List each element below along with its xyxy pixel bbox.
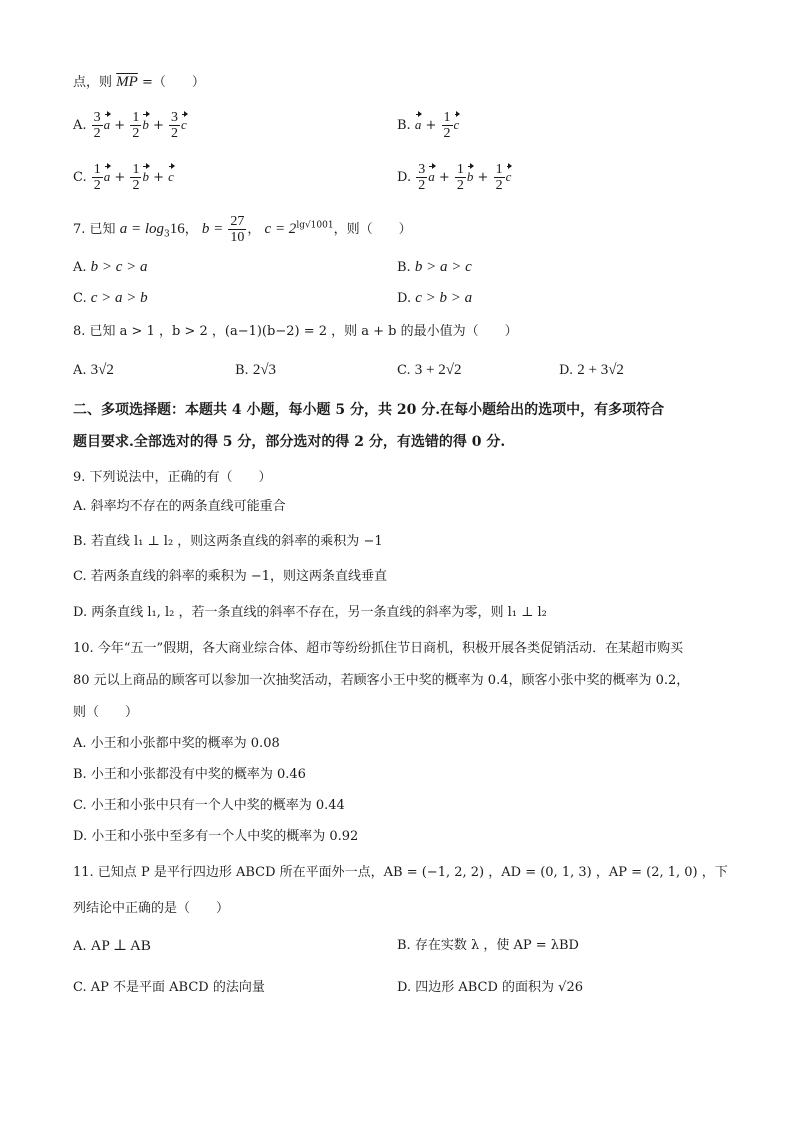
q10-stem-line3: 则（ ） xyxy=(73,705,139,720)
q7-option-b: B. b > a > c xyxy=(397,259,472,275)
q6-stem-tail: 点，则 $\overline{MP}$ =（ ） xyxy=(73,74,205,90)
q7-option-d: D. c > b > a xyxy=(397,290,473,306)
q6-option-c: C. $\frac{1}{2}$ a + $\frac{1}{2}$ b + c xyxy=(73,162,174,193)
q9-option-d: D. 两条直线 l₁, l₂ ，若一条直线的斜率不存在，另一条直线的斜率为零，则 l₁ ⊥ l₂ xyxy=(73,605,547,620)
q11-option-a: A. AP ⊥ AB xyxy=(73,938,151,954)
q8-option-b: B. 2√3 xyxy=(235,362,277,378)
q10-option-b: B. 小王和小张都没有中奖的概率为 0.46 xyxy=(73,767,306,782)
q10-stem-line2: 80 元以上商品的顾客可以参加一次抽奖活动，若顾客小王中奖的概率为 0.4，顾客小张中奖的概率为 0.2， xyxy=(73,673,690,688)
q10-option-a: A. 小王和小张都中奖的概率为 0.08 xyxy=(73,736,280,751)
q8-option-c: C. 3 + 2√2 xyxy=(397,362,462,378)
q6-option-d: D. $\frac{3}{2}$ a + $\frac{1}{2}$ b + $\frac{1}{2}$ c xyxy=(397,162,512,193)
q11-stem-line1: 11. 已知点 P 是平行四边形 ABCD 所在平面外一点，AB = (−1, 2, 2) ，AD = (0, 1, 3) ，AP = (2, 1, 0) ，下 xyxy=(73,865,728,880)
q9-stem: 9. 下列说法中，正确的有（ ） xyxy=(73,470,272,485)
q8-option-d: D. 2 + 3√2 xyxy=(559,362,624,378)
q11-option-c: C. AP 不是平面 ABCD 的法向量 xyxy=(73,980,265,995)
q10-option-d: D. 小王和小张中至多有一个人中奖的概率为 0.92 xyxy=(73,829,359,844)
q9-option-a: A. 斜率均不存在的两条直线可能重合 xyxy=(73,499,286,514)
section-2-heading-line2: 题目要求.全部选对的得 5 分，部分选对的得 2 分，有选错的得 0 分. xyxy=(73,434,506,450)
q6-option-b: B. a + $\frac{1}{2}$ c xyxy=(397,110,460,141)
q11-option-d: D. 四边形 ABCD 的面积为 √26 xyxy=(397,980,584,995)
q10-stem-line1: 10. 今年“五一”假期，各大商业综合体、超市等纷纷抓住节日商机，积极开展各类促销活动．在某超市购买 xyxy=(73,641,684,656)
q9-option-b: B. 若直线 l₁ ⊥ l₂ ，则这两条直线的斜率的乘积为 −1 xyxy=(73,534,383,549)
q6-option-a: A. $\frac{3}{2}$ a + $\frac{1}{2}$ b + $\frac{3}{2}$ c xyxy=(73,110,187,141)
q7-option-a: A. b > c > a xyxy=(73,259,148,275)
q7-option-c: C. c > a > b xyxy=(73,290,148,306)
q9-option-c: C. 若两条直线的斜率的乘积为 −1，则这两条直线垂直 xyxy=(73,569,388,584)
q11-option-b: B. 存在实数 λ ，使 AP = λBD xyxy=(397,938,579,953)
q7-stem: 7. 已知 $a = \log_316$， b = $\frac{27}{10}$ ， $c = 2^{lg√1001}$，则（ ） xyxy=(73,214,412,245)
q11-stem-line2: 列结论中正确的是（ ） xyxy=(73,901,230,916)
section-2-heading-line1: 二、多项选择题：本题共 4 小题，每小题 5 分，共 20 分.在每小题给出的选项中，有多项符合 xyxy=(73,402,665,418)
q8-stem: 8. 已知 a > 1 ，b > 2 ，(a−1)(b−2) = 2 ，则 a + b 的最小值为（ ） xyxy=(73,324,518,339)
q10-option-c: C. 小王和小张中只有一个人中奖的概率为 0.44 xyxy=(73,798,345,813)
q8-option-a: A. 3√2 xyxy=(73,362,114,378)
